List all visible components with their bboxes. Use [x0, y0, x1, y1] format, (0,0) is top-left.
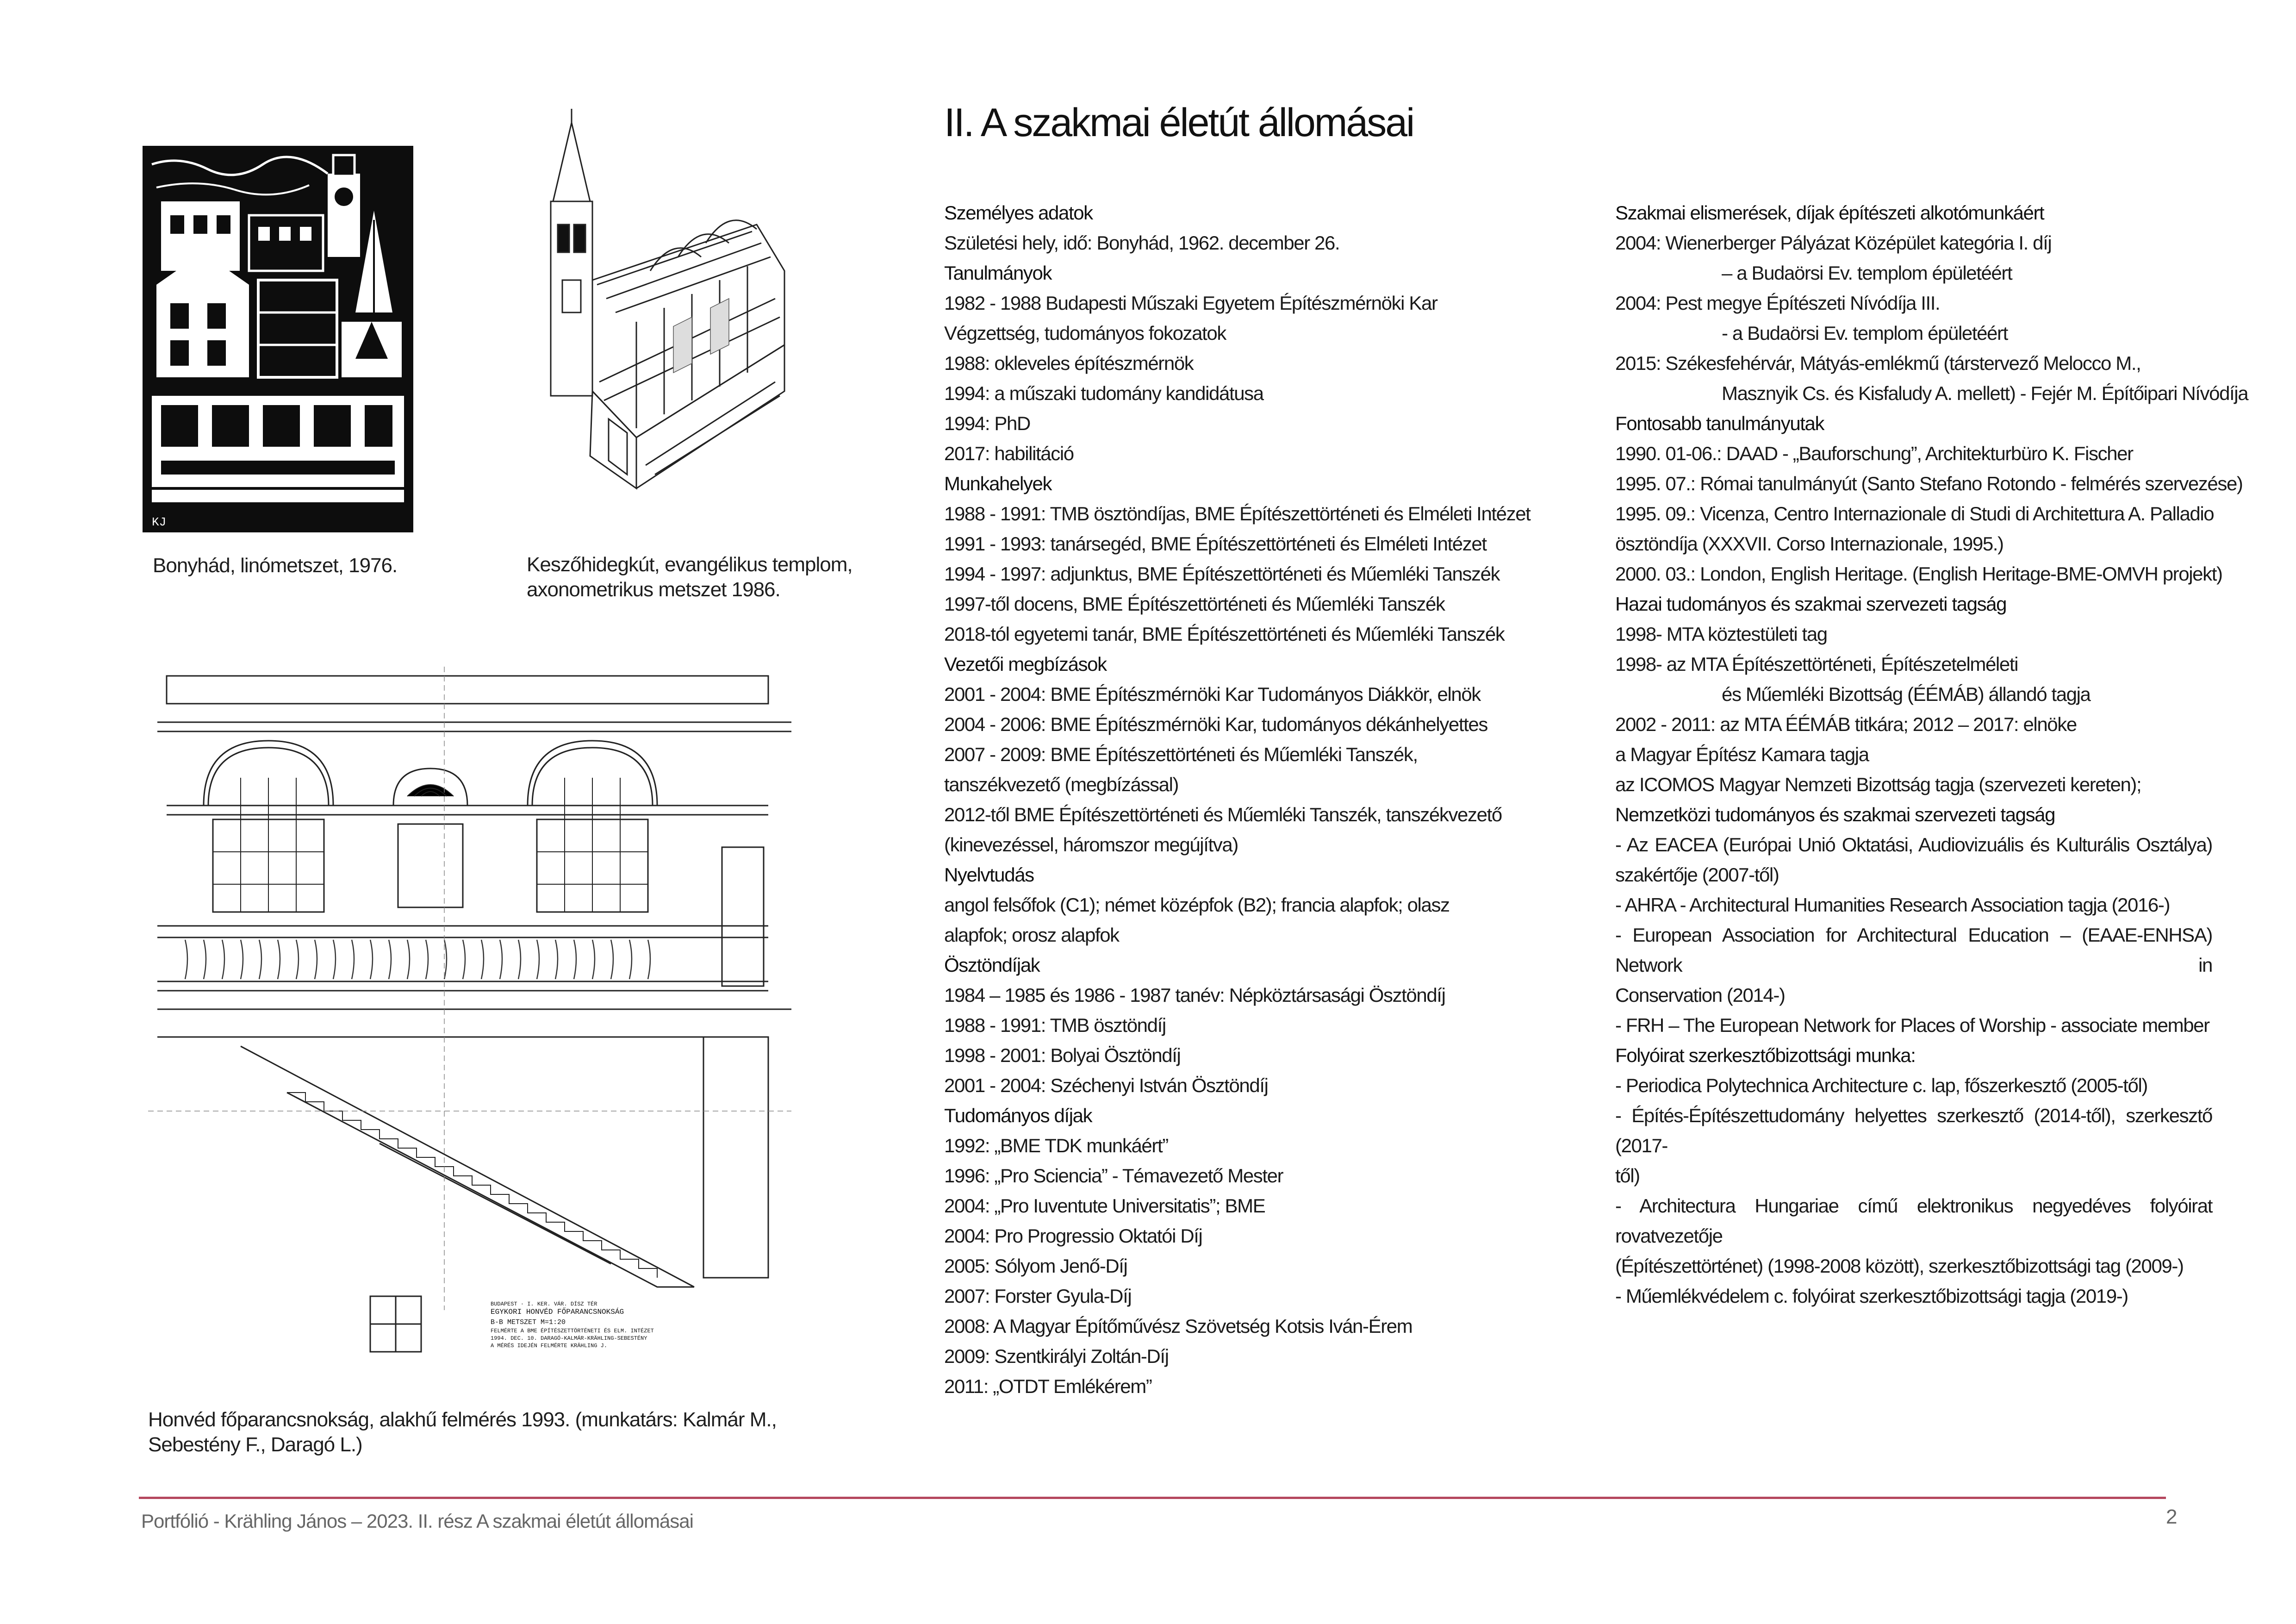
list-item: (Építészettörténet) (1998-2008 között), szerkesztőbizottsági tag (2009-) — [1615, 1255, 2184, 1277]
list-item: 2004: Pro Progressio Oktatói Díj — [944, 1225, 1202, 1247]
list-item: Születési hely, idő: Bonyhád, 1962. december 26. — [944, 232, 1340, 254]
list-item: 2009: Szentkirályi Zoltán-Díj — [944, 1345, 1169, 1367]
list-item: 1998- MTA köztestületi tag — [1615, 623, 1827, 645]
list-item: ösztöndíja (XXXVII. Corso Internazionale, 1995.) — [1615, 533, 2004, 555]
figure-caption-section-line-1: Honvéd főparancsnokság, alakhű felmérés 1993. (munkatárs: Kalmár M., — [148, 1408, 777, 1431]
list-item: 2004: Pest megye Építészeti Nívódíja III. — [1615, 292, 1940, 314]
list-item: 2012-től BME Építészettörténeti és Műemléki Tanszék, tanszékvezető — [944, 804, 1502, 825]
list-item: 2005: Sólyom Jenő-Díj — [944, 1255, 1127, 1277]
list-item: 2008: A Magyar Építőművész Szövetség Kotsis Iván-Érem — [944, 1315, 1412, 1337]
list-item: től) — [1615, 1165, 1640, 1187]
list-item: a Magyar Építész Kamara tagja — [1615, 743, 1869, 765]
figure-caption-church — [527, 552, 852, 602]
section-heading: Hazai tudományos és szakmai szervezeti tagság — [1615, 593, 2007, 615]
list-item: - European Association for Architectural Education – (EAAE-ENHSA) Network in — [1615, 924, 2212, 976]
section-heading: Fontosabb tanulmányutak — [1615, 412, 1824, 434]
section-heading: Személyes adatok — [944, 202, 1093, 224]
list-item: - Periodica Polytechnica Architecture c. lap, főszerkesztő (2005-től) — [1615, 1074, 2147, 1096]
linocut-signature: KJ — [152, 515, 167, 529]
list-item: 1984 – 1985 és 1986 - 1987 tanév: Népköztársasági Ösztöndíj — [944, 984, 1445, 1006]
list-item: 2011: „OTDT Emlékérem” — [944, 1375, 1152, 1397]
list-item: 1988 - 1991: TMB ösztöndíj — [944, 1014, 1166, 1036]
list-item: 2007: Forster Gyula-Díj — [944, 1285, 1132, 1307]
list-item: 1995. 09.: Vicenza, Centro Internazionale di Studi di Architettura A. Palladio — [1615, 503, 2214, 525]
title-block-line-6: A MÉRÉS IDEJÉN FELMÉRTE KRÄHLING J. — [491, 1343, 608, 1349]
list-item: 1990. 01-06.: DAAD - „Bauforschung”, Architekturbüro K. Fischer — [1615, 443, 2133, 464]
page-title: II. A szakmai életút állomásai — [944, 100, 1414, 145]
figure-caption-church-line-1: Keszőhidegkút, evangélikus templom, — [527, 553, 852, 576]
list-item: tanszékvezető (megbízással) — [944, 774, 1179, 795]
list-item: 2001 - 2004: Széchenyi István Ösztöndíj — [944, 1074, 1268, 1096]
page-number: 2 — [2166, 1505, 2178, 1528]
list-item: 2017: habilitáció — [944, 443, 1074, 464]
list-item: 2015: Székesfehérvár, Mátyás-emlékmű (társtervező Melocco M., — [1615, 352, 2141, 374]
section-heading: Nyelvtudás — [944, 864, 1034, 886]
list-item: 2001 - 2004: BME Építészmérnöki Kar Tudományos Diákkör, elnök — [944, 683, 1481, 705]
section-heading: Vezetői megbízások — [944, 653, 1107, 675]
list-item: 1988: okleveles építészmérnök — [944, 352, 1194, 374]
list-item: 1991 - 1993: tanársegéd, BME Építészettörténeti és Elméleti Intézet — [944, 533, 1487, 555]
list-item: 1997-től docens, BME Építészettörténeti és Műemléki Tanszék — [944, 593, 1445, 615]
list-item: 1988 - 1991: TMB ösztöndíjas, BME Építészettörténeti és Elméleti Intézet — [944, 503, 1531, 525]
list-item: 1992: „BME TDK munkáért” — [944, 1135, 1168, 1156]
list-item: 1994 - 1997: adjunktus, BME Építészettörténeti és Műemléki Tanszék — [944, 563, 1500, 585]
list-item: - Architectura Hungariae című elektronikus negyedéves folyóirat rovatvezetője — [1615, 1195, 2212, 1247]
list-item: - AHRA - Architectural Humanities Research Association tagja (2016-) — [1615, 894, 2170, 916]
section-heading: Nemzetközi tudományos és szakmai szervezeti tagság — [1615, 804, 2055, 825]
list-item: 2002 - 2011: az MTA ÉÉMÁB titkára; 2012 – 2017: elnöke — [1615, 713, 2077, 735]
list-item: 2007 - 2009: BME Építészettörténeti és Műemléki Tanszék, — [944, 743, 1418, 765]
list-item: Végzettség, tudományos fokozatok — [944, 322, 1226, 344]
list-item: 2000. 03.: London, English Heritage. (English Heritage-BME-OMVH projekt) — [1615, 563, 2222, 585]
cv-middle-column — [944, 198, 1531, 1401]
list-item: 1995. 07.: Római tanulmányút (Santo Stefano Rotondo - felmérés szervezése) — [1615, 473, 2243, 494]
list-item: - FRH – The European Network for Places of Worship - associate member — [1615, 1014, 2209, 1036]
list-item: angol felsőfok (C1); német középfok (B2); francia alapfok; olasz alapfok; orosz alapfok — [944, 894, 1450, 946]
list-item: - Műemlékvédelem c. folyóirat szerkesztőbizottsági tagja (2019-) — [1615, 1285, 2128, 1307]
list-item: 1998- az MTA Építészettörténeti, Építészetelméleti — [1615, 653, 2018, 675]
title-block-line-2: EGYKORI HONVÉD FŐPARANCSNOKSÁG — [491, 1308, 624, 1316]
list-item: az ICOMOS Magyar Nemzeti Bizottság tagja (szervezeti kereten); — [1615, 774, 2141, 795]
title-block-line-4: FELMÉRTE A BME ÉPÍTÉSZETTÖRTÉNETI ÉS ELM. INTÉZET — [491, 1328, 654, 1334]
figure-caption-section-line-2: Sebestény F., Daragó L.) — [148, 1433, 362, 1456]
title-block-line-5: 1994. DEC. 10. DARAGÓ-KALMÁR-KRÄHLING-SEBESTÉNY — [491, 1335, 647, 1342]
list-item: - a Budaörsi Ev. templom épületéért — [1722, 322, 2008, 344]
list-item: 1982 - 1988 Budapesti Műszaki Egyetem Építészmérnöki Kar — [944, 292, 1437, 314]
list-item: - Építés-Építészettudomány helyettes szerkesztő (2014-től), szerkesztő (2017- — [1615, 1105, 2212, 1156]
list-item: 1994: PhD — [944, 412, 1030, 434]
list-item: (kinevezéssel, háromszor megújítva) — [944, 834, 1238, 856]
list-item: 2004: Wienerberger Pályázat Középület kategória I. díj — [1615, 232, 2052, 254]
list-item: Masznyik Cs. és Kisfaludy A. mellett) - Fejér M. Építőipari Nívódíja — [1722, 382, 2248, 404]
list-item: és Műemléki Bizottság (ÉÉMÁB) állandó tagja — [1722, 683, 2091, 705]
title-block-line-3: B-B METSZET M=1:20 — [491, 1318, 566, 1326]
figure-caption-linocut: Bonyhád, linómetszet, 1976. — [153, 554, 398, 577]
section-heading: Tanulmányok — [944, 262, 1052, 284]
section-heading: Tudományos díjak — [944, 1105, 1092, 1126]
linocut-image — [143, 146, 413, 532]
list-item: 2004: „Pro Iuventute Universitatis”; BME — [944, 1195, 1265, 1217]
section-heading: Szakmai elismerések, díjak építészeti alkotómunkáért — [1615, 202, 2044, 224]
footer-text: Portfólió - Krähling János – 2023. II. rész A szakmai életút állomásai — [141, 1510, 693, 1532]
church-axonometric-image — [498, 104, 794, 537]
list-item: 1996: „Pro Sciencia” - Témavezető Mester — [944, 1165, 1283, 1187]
section-heading: Ösztöndíjak — [944, 954, 1040, 976]
title-block-line-1: BUDAPEST · I. KER. VÁR. DÍSZ TÉR — [491, 1301, 597, 1307]
list-item: Conservation (2014-) — [1615, 984, 1785, 1006]
list-item: – a Budaörsi Ev. templom épületéért — [1722, 262, 2012, 284]
list-item: 1994: a műszaki tudomány kandidátusa — [944, 382, 1263, 404]
figure-caption-section — [148, 1407, 777, 1457]
list-item: 2004 - 2006: BME Építészmérnöki Kar, tudományos dékánhelyettes — [944, 713, 1487, 735]
list-item: 2018-tól egyetemi tanár, BME Építészettörténeti és Műemléki Tanszék — [944, 623, 1505, 645]
figure-caption-church-line-2: axonometrikus metszet 1986. — [527, 578, 780, 601]
footer-rule — [139, 1497, 2166, 1499]
section-drawing-image — [148, 639, 791, 1380]
list-item: szakértője (2007-től) — [1615, 864, 1779, 886]
cv-right-column — [1615, 198, 2248, 1311]
section-heading: Munkahelyek — [944, 473, 1052, 494]
list-item: - Az EACEA (Európai Unió Oktatási, Audiovizuális és Kulturális Osztálya) — [1615, 834, 2212, 856]
section-heading: Folyóirat szerkesztőbizottsági munka: — [1615, 1044, 1916, 1066]
list-item: 1998 - 2001: Bolyai Ösztöndíj — [944, 1044, 1181, 1066]
